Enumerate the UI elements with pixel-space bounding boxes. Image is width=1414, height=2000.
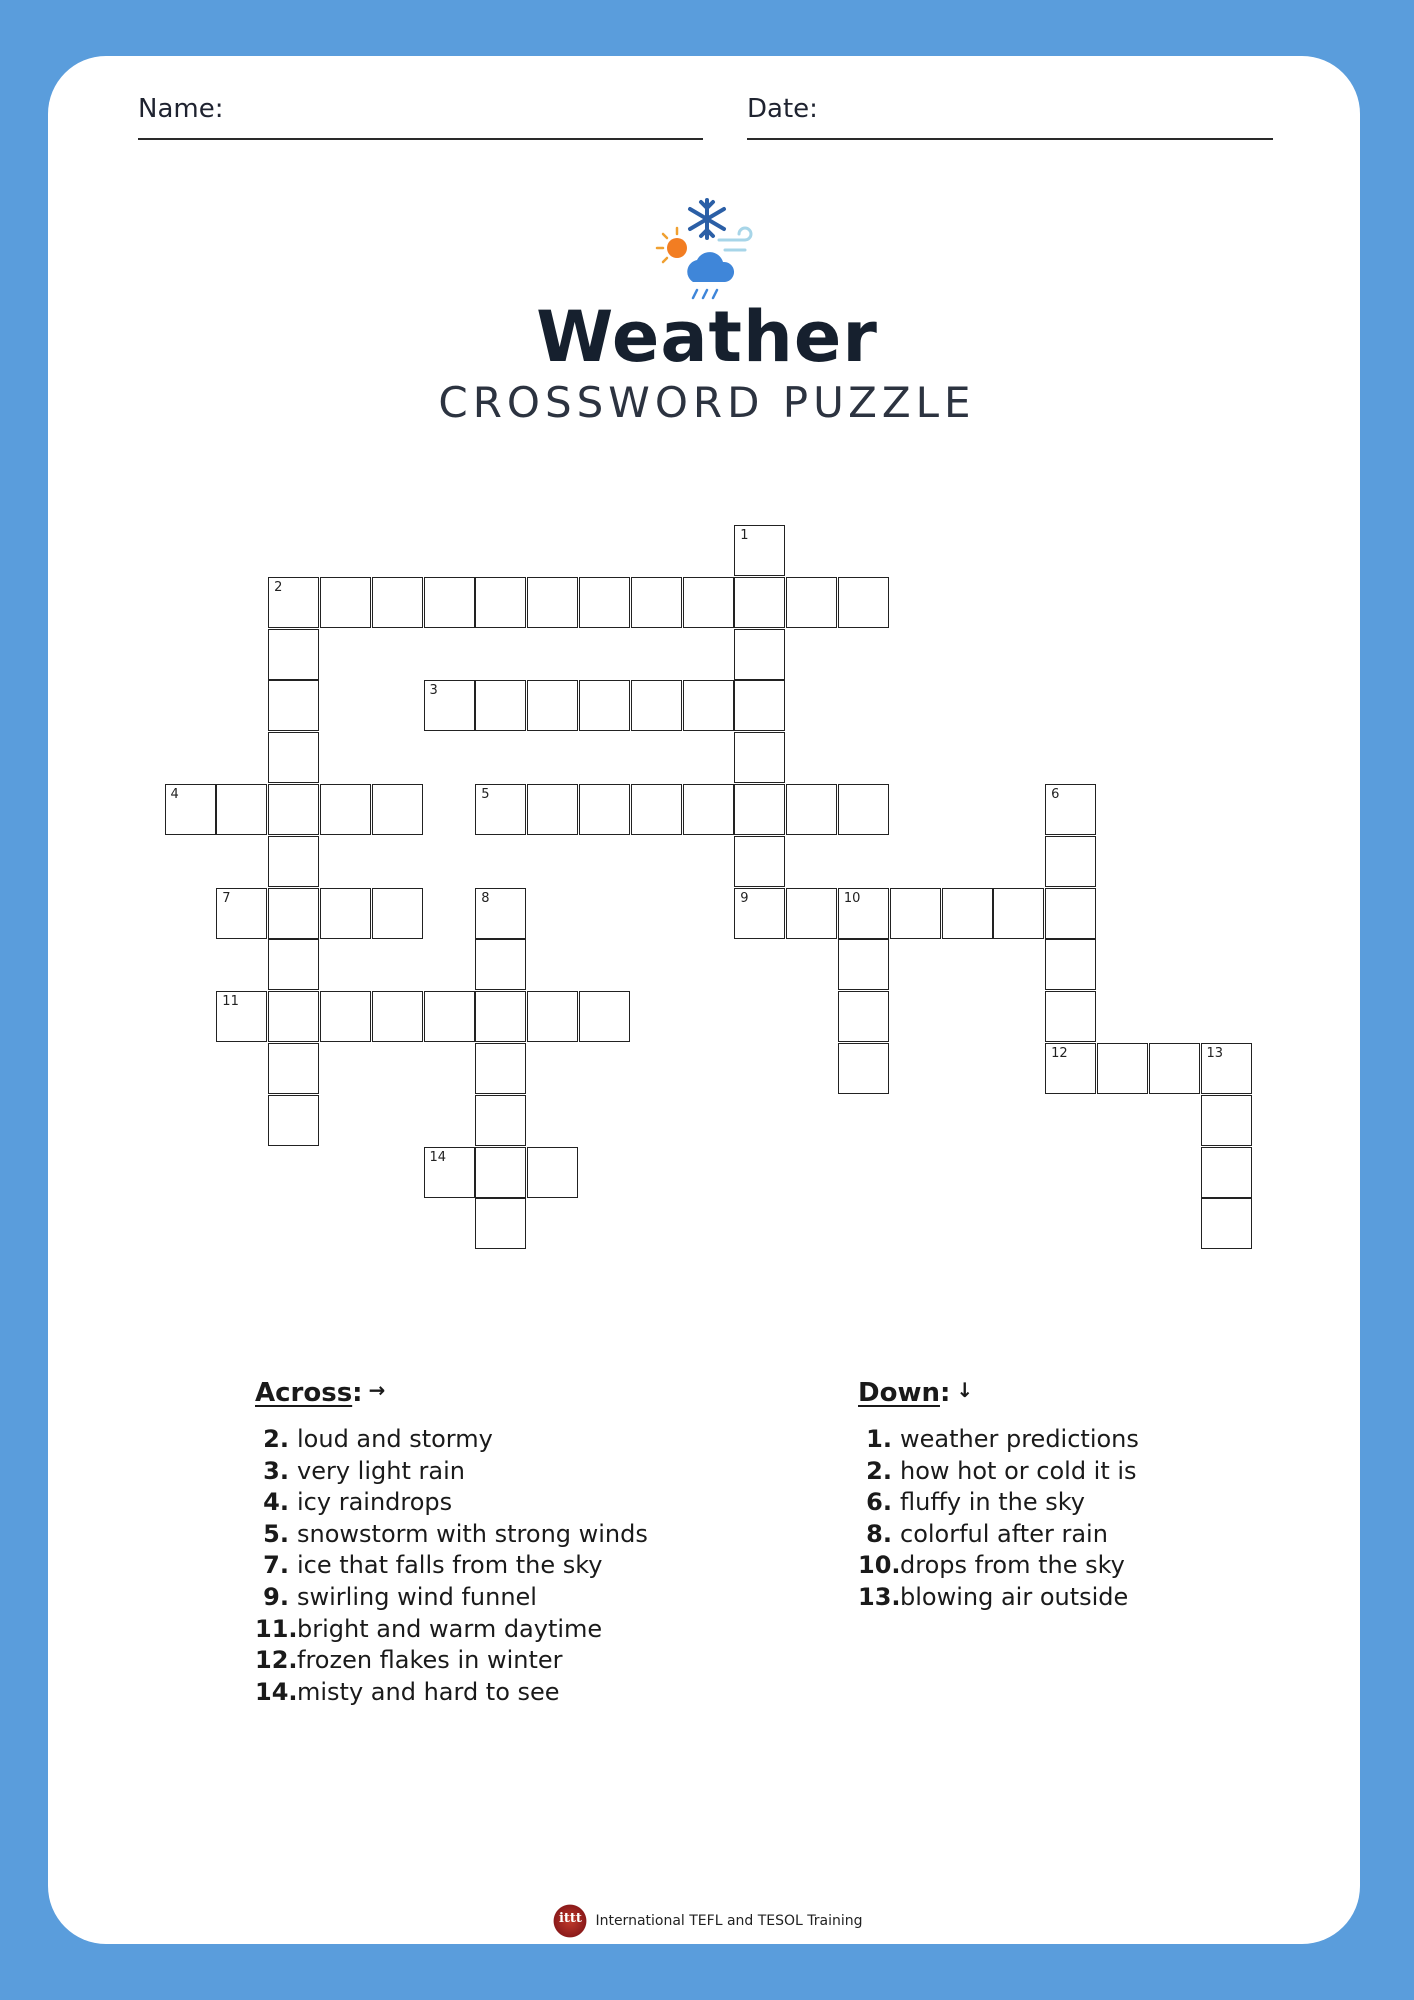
crossword-cell[interactable] [1149, 1043, 1200, 1094]
crossword-cell[interactable] [424, 577, 475, 628]
crossword-cell[interactable] [268, 629, 319, 680]
crossword-cell[interactable] [372, 784, 423, 835]
crossword-cell[interactable] [320, 784, 371, 835]
clue-text: fluffy in the sky [900, 1488, 1085, 1517]
down-clues [858, 1378, 1139, 1614]
clue-number: 1 [740, 528, 749, 543]
ittt-logo: ittt [551, 1902, 589, 1940]
down-clue [858, 1456, 1139, 1488]
clue-num: 5. [263, 1519, 289, 1548]
down-clue-list [858, 1424, 1139, 1614]
crossword-cell[interactable] [786, 577, 837, 628]
crossword-cell[interactable] [475, 1198, 526, 1249]
crossword-cell[interactable] [268, 888, 319, 939]
clue-num: 2. [263, 1425, 289, 1453]
clue-text: bright and warm daytime [297, 1614, 603, 1643]
clue-text: colorful after rain [900, 1519, 1108, 1548]
clue-number: 6 [1051, 787, 1060, 802]
crossword-cell[interactable] [579, 991, 630, 1042]
clue-num: 6. [866, 1488, 892, 1517]
clue-num: 11. [255, 1614, 298, 1643]
crossword-cell[interactable] [1201, 1147, 1252, 1198]
crossword-cell[interactable] [734, 577, 785, 628]
clue-text: icy raindrops [297, 1488, 453, 1517]
clue-text: frozen flakes in winter [297, 1646, 563, 1675]
crossword-cell[interactable] [683, 577, 734, 628]
page-title: Weather [536, 296, 878, 378]
across-clue [255, 1645, 648, 1677]
across-clue [255, 1550, 648, 1582]
clue-num: 14. [255, 1677, 298, 1706]
across-clue [255, 1614, 648, 1646]
crossword-cell[interactable] [527, 577, 578, 628]
clue-text: snowstorm with strong winds [297, 1519, 648, 1548]
down-clue [858, 1424, 1139, 1456]
crossword-cell[interactable] [268, 1095, 319, 1146]
clue-num: 10. [858, 1551, 901, 1580]
across-clues [255, 1378, 648, 1708]
crossword-cell[interactable] [734, 888, 785, 939]
clue-num: 9. [263, 1582, 289, 1611]
crossword-cell[interactable] [1045, 888, 1096, 939]
clue-text: weather predictions [900, 1425, 1139, 1453]
date-label: Date: [747, 94, 818, 124]
crossword-cell[interactable] [527, 784, 578, 835]
crossword-cell[interactable] [786, 784, 837, 835]
across-clue [255, 1487, 648, 1519]
clue-number: 11 [222, 994, 239, 1010]
crossword-cell[interactable] [579, 680, 630, 731]
crossword-cell[interactable] [372, 577, 423, 628]
clue-number: 7 [222, 890, 231, 906]
crossword-cell[interactable] [734, 525, 785, 576]
down-heading: Down: ↓ [858, 1378, 974, 1408]
clue-text: swirling wind funnel [297, 1582, 537, 1611]
crossword-cell[interactable] [475, 991, 526, 1042]
crossword-cell[interactable] [424, 1147, 475, 1198]
clue-num: 4. [263, 1488, 289, 1517]
crossword-cell[interactable] [372, 888, 423, 939]
crossword-cell[interactable] [579, 577, 630, 628]
crossword-cell[interactable] [527, 1147, 578, 1198]
clue-num: 1. [866, 1425, 892, 1453]
across-clue [255, 1677, 648, 1709]
crossword-cell[interactable] [216, 888, 267, 939]
crossword-cell[interactable] [734, 784, 785, 835]
across-clue [255, 1456, 648, 1488]
crossword-cell[interactable] [1097, 1043, 1148, 1094]
crossword-cell[interactable] [1045, 836, 1096, 887]
crossword-cell[interactable] [475, 784, 526, 835]
clue-text: ice that falls from the sky [297, 1551, 603, 1580]
crossword-cell[interactable] [993, 888, 1044, 939]
clue-number: 12 [1051, 1046, 1068, 1061]
crossword-cell[interactable] [268, 577, 319, 628]
clue-text: how hot or cold it is [900, 1456, 1137, 1485]
clue-text: loud and stormy [297, 1425, 493, 1453]
crossword-cell[interactable] [683, 784, 734, 835]
across-clue [255, 1582, 648, 1614]
crossword-cell[interactable] [268, 836, 319, 887]
across-clue [255, 1519, 648, 1551]
crossword-cell[interactable] [1045, 1043, 1096, 1094]
across-clue [255, 1424, 648, 1456]
crossword-cell[interactable] [424, 991, 475, 1042]
crossword-cell[interactable] [734, 732, 785, 783]
crossword-cell[interactable] [734, 836, 785, 887]
crossword-cell[interactable] [268, 991, 319, 1042]
crossword-cell[interactable] [475, 1043, 526, 1094]
clue-text: blowing air outside [900, 1582, 1129, 1611]
clue-number: 2 [274, 579, 283, 595]
crossword-cell[interactable] [838, 577, 889, 628]
clue-number: 13 [1206, 1046, 1224, 1061]
crossword-cell[interactable] [424, 680, 475, 731]
crossword-cell[interactable] [216, 784, 267, 835]
crossword-cell[interactable] [890, 888, 941, 939]
clue-number: 9 [740, 890, 749, 906]
page-subtitle: CROSSWORD PUZZLE [438, 378, 976, 427]
crossword-cell[interactable] [942, 888, 993, 939]
name-field[interactable] [138, 138, 703, 140]
crossword-cell[interactable] [216, 991, 267, 1042]
crossword-cell[interactable] [320, 577, 371, 628]
name-label: Name: [138, 94, 224, 124]
clue-text: drops from the sky [900, 1551, 1125, 1580]
clue-num: 3. [263, 1456, 289, 1485]
crossword-cell[interactable] [320, 888, 371, 939]
footer [0, 1902, 1414, 1940]
crossword-cell[interactable] [1201, 1043, 1252, 1094]
crossword-cell[interactable] [838, 1043, 889, 1094]
crossword-cell[interactable] [1045, 939, 1096, 990]
crossword-cell[interactable] [838, 888, 889, 939]
weather-icon [655, 196, 760, 304]
clue-number: 8 [481, 890, 490, 906]
crossword-cell[interactable] [1045, 991, 1096, 1042]
crossword-cell[interactable] [268, 680, 319, 731]
crossword-cell[interactable] [475, 1147, 526, 1198]
footer-text: International TEFL and TESOL Training [595, 1913, 863, 1929]
crossword-cell[interactable] [1201, 1095, 1252, 1146]
down-heading-text: Down [858, 1378, 940, 1408]
crossword-cell[interactable] [579, 784, 630, 835]
crossword-cell[interactable] [475, 939, 526, 990]
across-heading-text: Across [255, 1378, 353, 1408]
down-clue [858, 1519, 1139, 1551]
crossword-cell[interactable] [320, 991, 371, 1042]
clue-number: 4 [170, 787, 179, 802]
crossword-cell[interactable] [838, 991, 889, 1042]
clue-num: 8. [866, 1519, 892, 1548]
clue-num: 7. [263, 1551, 289, 1580]
crossword-cell[interactable] [165, 784, 216, 835]
clue-text: misty and hard to see [297, 1677, 560, 1706]
crossword-cell[interactable] [631, 784, 682, 835]
crossword-cell[interactable] [268, 784, 319, 835]
down-arrow-icon: ↓ [956, 1378, 974, 1402]
crossword-cell[interactable] [1045, 784, 1096, 835]
clue-number: 10 [843, 890, 861, 906]
clue-number: 14 [429, 1149, 447, 1165]
crossword-cell[interactable] [475, 1095, 526, 1146]
crossword-cell[interactable] [734, 629, 785, 680]
across-clue-list [255, 1424, 648, 1708]
down-clue [858, 1550, 1139, 1582]
crossword-cell[interactable] [838, 939, 889, 990]
clue-num: 12. [255, 1646, 298, 1675]
crossword-cell[interactable] [786, 888, 837, 939]
crossword-cell[interactable] [268, 1043, 319, 1094]
down-clue [858, 1582, 1139, 1614]
crossword-cell[interactable] [683, 680, 734, 731]
crossword-cell[interactable] [372, 991, 423, 1042]
crossword-cell[interactable] [268, 939, 319, 990]
clue-text: very light rain [297, 1456, 465, 1485]
crossword-cell[interactable] [475, 680, 526, 731]
crossword-cell[interactable] [475, 577, 526, 628]
crossword-cell[interactable] [527, 680, 578, 731]
crossword-cell[interactable] [734, 680, 785, 731]
clue-number: 3 [429, 683, 438, 699]
down-clue [858, 1487, 1139, 1519]
crossword-cell[interactable] [1201, 1198, 1252, 1249]
clue-number: 5 [481, 787, 490, 802]
crossword-cell[interactable] [838, 784, 889, 835]
crossword-cell[interactable] [631, 577, 682, 628]
clue-num: 13. [858, 1582, 901, 1611]
across-heading: Across: → [255, 1378, 386, 1408]
crossword-cell[interactable] [527, 991, 578, 1042]
date-field[interactable] [747, 138, 1273, 140]
right-arrow-icon: → [368, 1378, 386, 1402]
clue-num: 2. [866, 1456, 892, 1485]
crossword-cell[interactable] [268, 732, 319, 783]
crossword-cell[interactable] [631, 680, 682, 731]
crossword-cell[interactable] [475, 888, 526, 939]
